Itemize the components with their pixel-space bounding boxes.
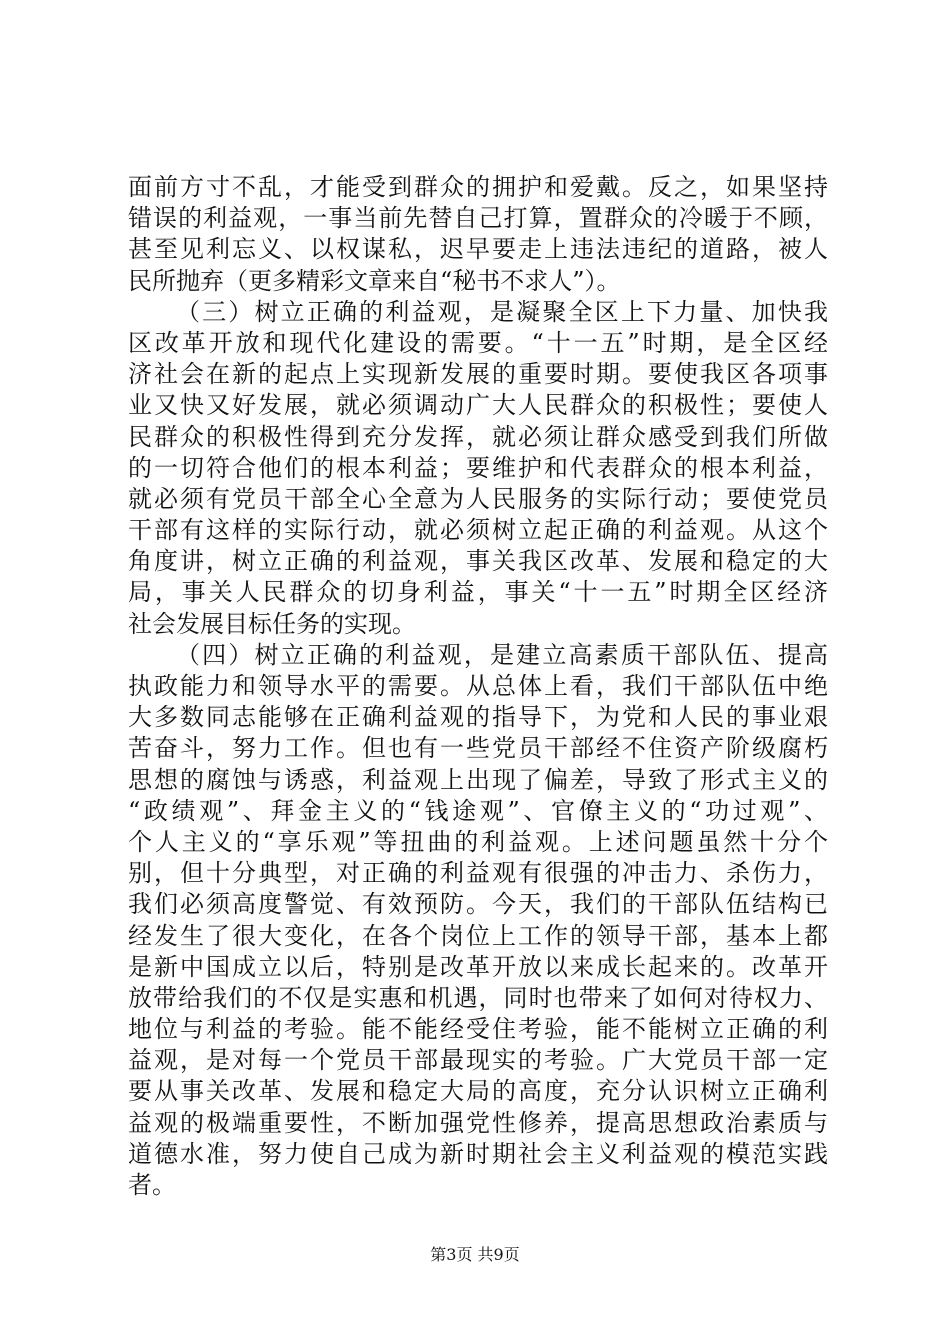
text-line: 济社会在新的起点上实现新发展的重要时期。要使我区各项事 xyxy=(128,360,828,389)
text-line: 执政能力和领导水平的需要。从总体上看，我们干部队伍中绝 xyxy=(128,672,828,700)
text-line: 益观，是对每一个党员干部最现实的考验。广大党员干部一定 xyxy=(128,1046,828,1075)
text-line: 的一切符合他们的根本利益；要维护和代表群众的根本利益， xyxy=(128,453,828,482)
text-line: 要从事关改革、发展和稳定大局的高度，充分认识树立正确利 xyxy=(128,1077,828,1106)
text-line: 区改革开放和现代化建设的需要。“十一五”时期，是全区经 xyxy=(128,328,828,357)
paragraph-start-line: （四）树立正确的利益观，是建立高素质干部队伍、提高 xyxy=(176,640,828,669)
text-line: 面前方寸不乱，才能受到群众的拥护和爱戴。反之，如果坚持 xyxy=(128,173,828,201)
text-line: 经发生了很大变化，在各个岗位上工作的领导干部，基本上都 xyxy=(128,921,828,950)
page-number-footer: 第3页 共9页 xyxy=(430,1245,520,1264)
text-line: 思想的腐蚀与诱惑，利益观上出现了偏差，导致了形式主义的 xyxy=(128,765,828,794)
text-line: 我们必须高度警觉、有效预防。今天，我们的干部队伍结构已 xyxy=(128,890,828,919)
text-line: 苦奋斗，努力工作。但也有一些党员干部经不住资产阶级腐朽 xyxy=(128,734,828,763)
text-line: 业又快又好发展，就必须调动广大人民群众的积极性；要使人 xyxy=(128,391,828,420)
text-line: 者。 xyxy=(128,1171,176,1199)
text-line: 个人主义的“享乐观”等扭曲的利益观。上述问题虽然十分个 xyxy=(128,827,828,856)
text-line: 甚至见利忘义、以权谋私，迟早要走上违法违纪的道路，被人 xyxy=(128,235,828,264)
text-line: 别，但十分典型，对正确的利益观有很强的冲击力、杀伤力， xyxy=(128,859,828,888)
text-line: 放带给我们的不仅是实惠和机遇，同时也带来了如何对待权力、 xyxy=(128,983,828,1012)
text-line: 社会发展目标任务的实现。 xyxy=(128,609,416,638)
text-line: 错误的利益观，一事当前先替自己打算，置群众的冷暖于不顾， xyxy=(128,204,828,233)
text-line: 角度讲，树立正确的利益观，事关我区改革、发展和稳定的大 xyxy=(128,547,828,576)
text-line: 民所抛弃（更多精彩文章来自“秘书不求人”）。 xyxy=(128,266,621,295)
text-line: 就必须有党员干部全心全意为人民服务的实际行动；要使党员 xyxy=(128,484,828,513)
text-line: 地位与利益的考验。能不能经受住考验，能不能树立正确的利 xyxy=(128,1015,828,1044)
text-line: 局，事关人民群众的切身利益，事关“十一五”时期全区经济 xyxy=(128,578,828,607)
text-line: 干部有这样的实际行动，就必须树立起正确的利益观。从这个 xyxy=(128,516,828,545)
text-line: 大多数同志能够在正确利益观的指导下，为党和人民的事业艰 xyxy=(128,703,828,732)
text-line: 是新中国成立以后，特别是改革开放以来成长起来的。改革开 xyxy=(128,952,828,981)
text-line: “政绩观”、拜金主义的“钱途观”、官僚主义的“功过观”、 xyxy=(128,796,828,825)
paragraph-start-line: （三）树立正确的利益观，是凝聚全区上下力量、加快我 xyxy=(176,297,828,326)
text-line: 益观的极端重要性，不断加强党性修养，提高思想政治素质与 xyxy=(128,1108,828,1137)
text-line: 民群众的积极性得到充分发挥，就必须让群众感受到我们所做 xyxy=(128,422,828,451)
document-body xyxy=(128,172,828,1201)
text-line: 道德水准，努力使自己成为新时期社会主义利益观的模范实践 xyxy=(128,1139,828,1168)
